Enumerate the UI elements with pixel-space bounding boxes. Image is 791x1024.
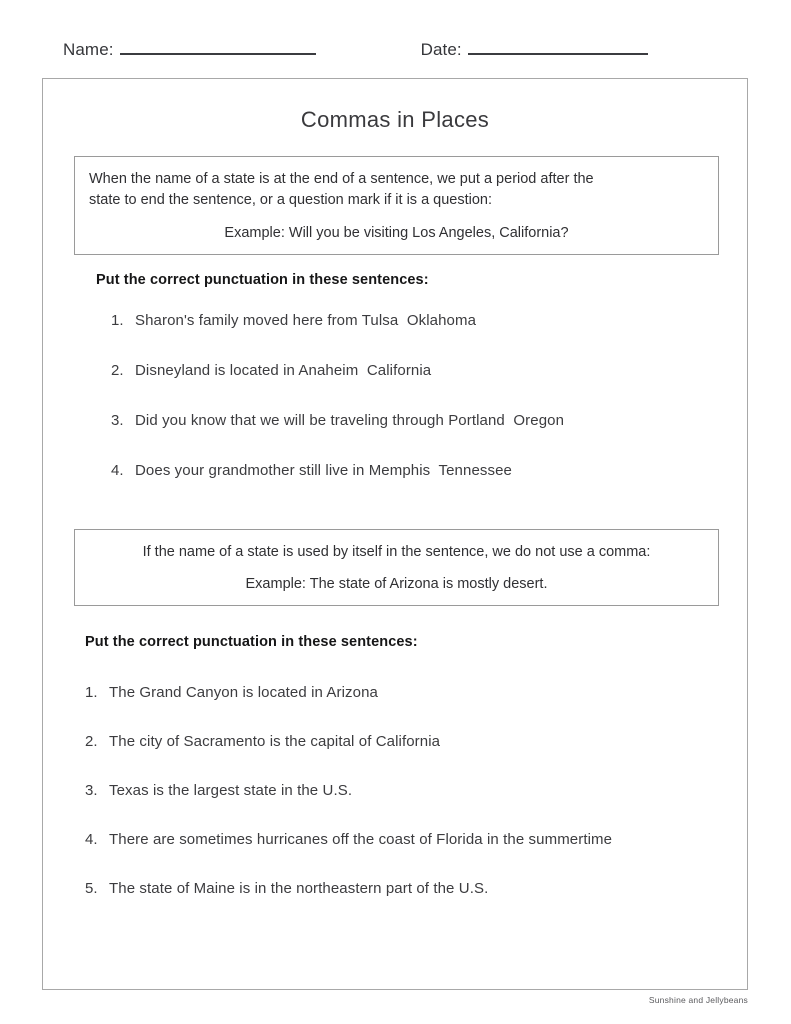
date-write-in-line[interactable] [468,40,648,55]
list-item[interactable] [85,733,710,750]
item-number: 3. [85,782,98,799]
item-number: 1. [85,684,98,701]
rule-box-section-2 [74,529,719,606]
section-1-instruction-heading: Put the correct punctuation in these sentences: [96,272,429,288]
item-number: 1. [111,312,124,329]
name-write-in-line[interactable] [120,40,316,55]
name-date-header [42,40,748,70]
rule-text-line-1: When the name of a state is at the end of a sentence, we put a period after the [89,171,594,187]
item-text: Sharon's family moved here from Tulsa Oklahoma [135,312,477,329]
rule-example-section-1: Example: Will you be visiting Los Angeles, California? [224,225,569,242]
item-number: 4. [111,462,124,479]
item-text: The city of Sacramento is the capital of California [109,733,441,750]
item-text: Did you know that we will be traveling through Portland Oregon [135,412,565,429]
item-text: There are sometimes hurricanes off the coast of Florida in the summertime [109,831,613,848]
item-number: 3. [111,412,124,429]
list-item[interactable] [85,831,710,848]
page-title: Commas in Places [300,107,490,132]
list-item[interactable] [111,462,711,479]
rule-text-line-2: state to end the sentence, or a question mark if it is a question: [89,192,493,209]
worksheet-page-frame [42,78,748,990]
list-item[interactable] [85,880,710,897]
list-item[interactable] [111,362,711,379]
rule-box-section-1 [74,156,719,255]
item-text: Disneyland is located in Anaheim California [135,362,432,379]
item-number: 5. [85,880,98,897]
item-text: Does your grandmother still live in Memphis Tennessee [135,462,512,479]
item-number: 4. [85,831,98,848]
list-item[interactable] [85,684,710,701]
section-1-sentence-list [111,312,711,512]
item-number: 2. [85,733,98,750]
footer-credit: Sunshine and Jellybeans [648,995,748,1005]
rule-example-section-2: Example: The state of Arizona is mostly desert. [245,576,548,593]
name-field-group [63,40,316,60]
date-label: Date: [420,40,462,59]
item-text: Texas is the largest state in the U.S. [109,782,353,799]
item-text: The state of Maine is in the northeastern part of the U.S. [109,880,489,897]
rule-text-line-1: If the name of a state is used by itself in the sentence, we do not use a comma: [142,544,651,560]
section-2-sentence-list [85,684,710,929]
list-item[interactable] [111,412,711,429]
item-number: 2. [111,362,124,379]
item-text: The Grand Canyon is located in Arizona [109,684,378,701]
list-item[interactable] [111,312,711,329]
section-2-instruction-heading: Put the correct punctuation in these sentences: [85,634,418,650]
list-item[interactable] [85,782,710,799]
date-field-group [421,40,648,60]
name-label: Name: [63,40,114,59]
